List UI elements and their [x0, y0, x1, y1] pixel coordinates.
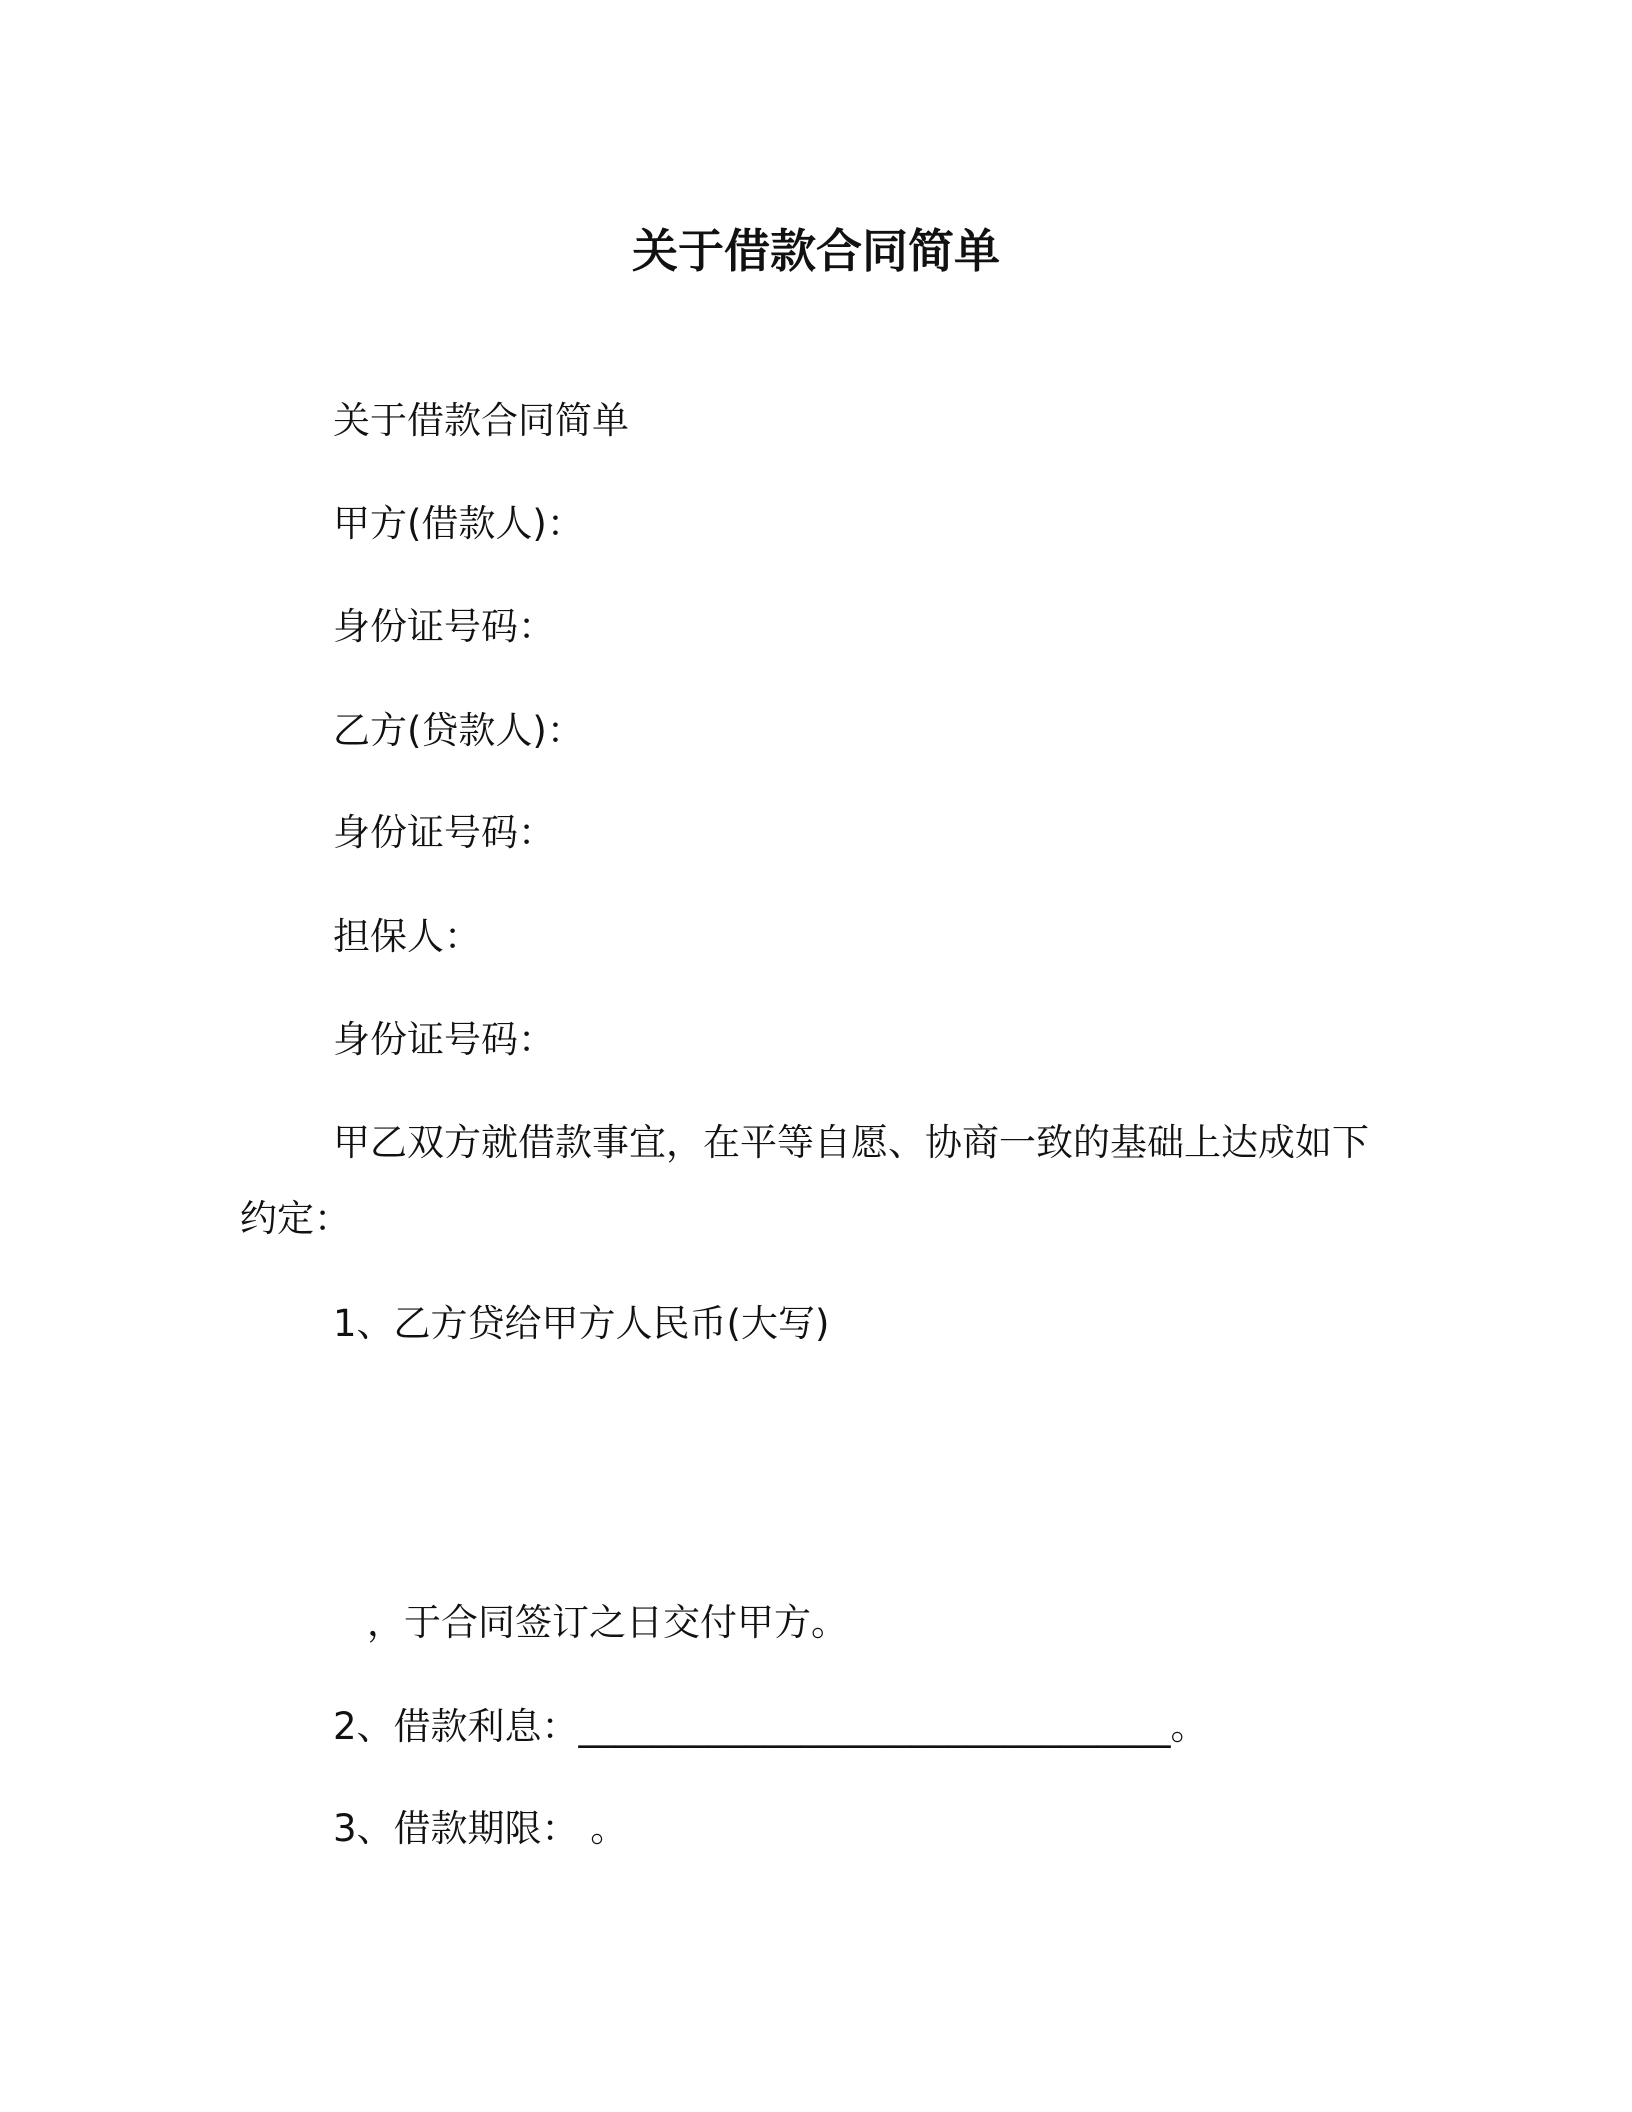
- agreement-preamble-paragraph: 甲乙双方就借款事宜，在平等自愿、协商一致的基础上达成如下约定：: [240, 1121, 1369, 1240]
- party-a-id-number-field: 身份证号码：: [333, 605, 555, 648]
- clause-1-loan-amount: 1、乙方贷给甲方人民币(大写): [333, 1302, 830, 1345]
- guarantor-id-number-field: 身份证号码：: [333, 1018, 555, 1061]
- document-title: 关于借款合同简单: [632, 224, 1000, 278]
- clause-2-loan-interest: 2、借款利息：________________________________。: [333, 1705, 1208, 1748]
- guarantor-field: 担保人：: [333, 915, 481, 958]
- party-b-id-number-field: 身份证号码：: [333, 811, 555, 854]
- party-a-borrower-field: 甲方(借款人)：: [333, 502, 584, 545]
- clause-1-delivery-terms: ，于合同签订之日交付甲方。: [367, 1601, 848, 1644]
- party-b-lender-field: 乙方(贷款人)：: [333, 709, 584, 752]
- contract-heading-line: 关于借款合同简单: [333, 399, 629, 442]
- clause-3-loan-term: 3、借款期限： 。: [333, 1807, 628, 1850]
